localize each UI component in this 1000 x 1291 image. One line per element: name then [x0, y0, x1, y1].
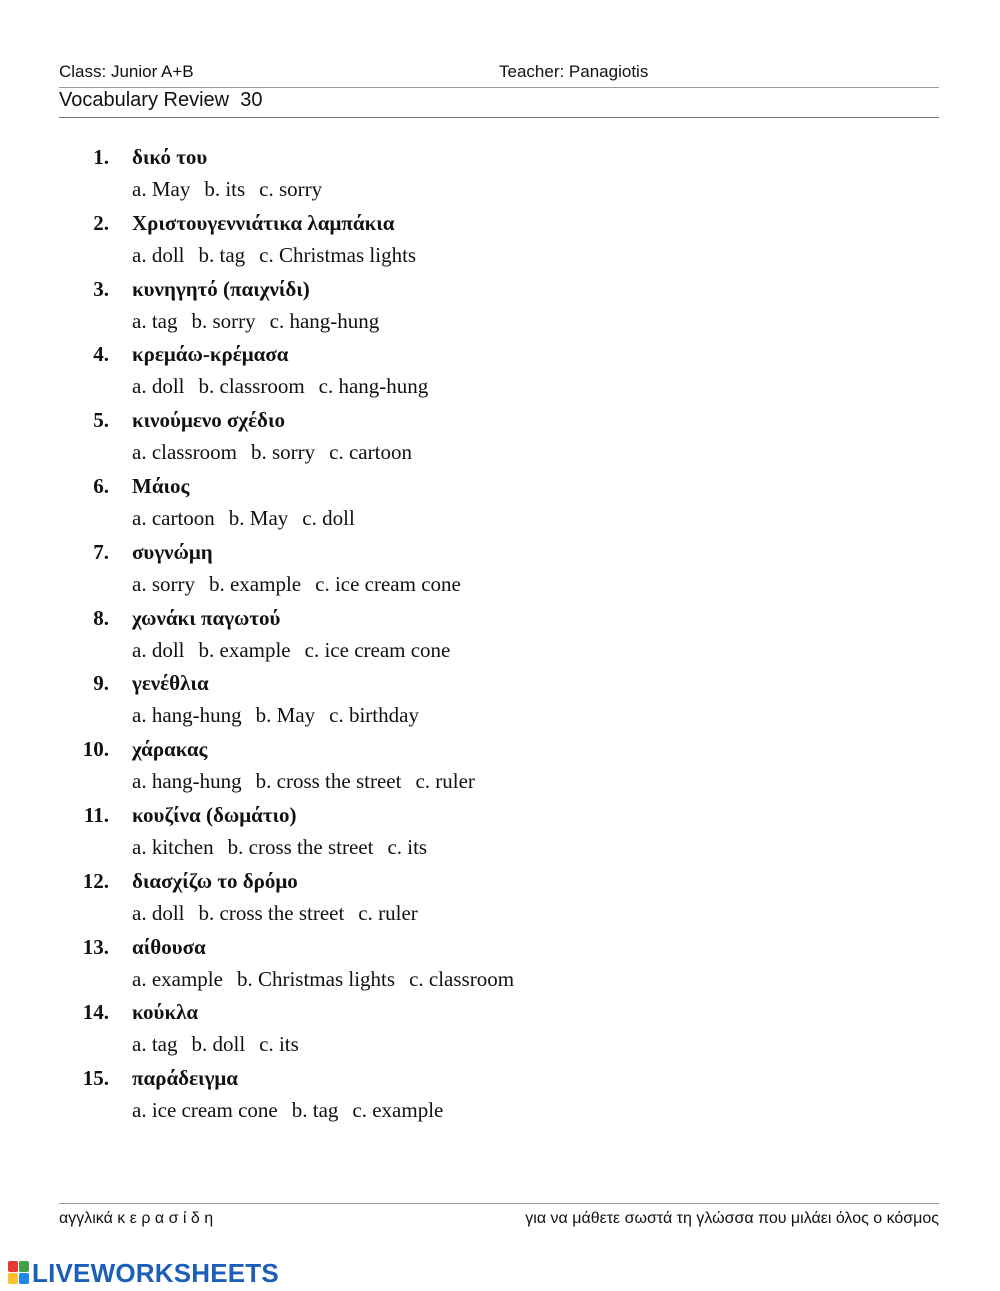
- question-item: [0, 669, 1000, 735]
- header-divider-top: [59, 87, 939, 88]
- answer-options: [132, 767, 475, 795]
- answer-option[interactable]: b. sorry: [250, 440, 316, 464]
- answer-option[interactable]: c. ice cream cone: [315, 572, 461, 596]
- question-number: 4.: [93, 342, 109, 366]
- logo-text: LIVEWORKSHEETS: [32, 1257, 279, 1288]
- logo-mark-square: [19, 1273, 29, 1284]
- answer-option[interactable]: a. doll: [132, 638, 185, 662]
- answer-option[interactable]: a. doll: [132, 243, 185, 267]
- answer-option[interactable]: a. doll: [132, 901, 185, 925]
- question-word: χάρακας: [132, 737, 208, 761]
- question-word: διασχίζω το δρόμο: [132, 869, 298, 893]
- answer-option[interactable]: a. hang-hung: [132, 703, 242, 727]
- logo-mark-square: [8, 1261, 18, 1272]
- answer-options: [132, 372, 428, 400]
- question-item: [0, 340, 1000, 406]
- question-item: [0, 275, 1000, 341]
- question-word: Μάιος: [132, 474, 190, 498]
- question-word: δικό του: [132, 145, 208, 169]
- question-number: 2.: [93, 211, 109, 235]
- question-item: [0, 933, 1000, 999]
- question-word: κυνηγητό (παιχνίδι): [132, 277, 310, 301]
- question-number: 10.: [82, 737, 109, 761]
- footer-left-text: αγγλικά κ ε ρ α σ ί δ η: [59, 1210, 214, 1227]
- question-number: 12.: [82, 869, 109, 893]
- question-word: κούκλα: [132, 1000, 199, 1024]
- question-word: κινούμενο σχέδιο: [132, 408, 285, 432]
- answer-option[interactable]: a. hang-hung: [132, 769, 242, 793]
- question-number: 3.: [93, 277, 109, 301]
- question-word: παράδειγμα: [132, 1066, 239, 1090]
- answer-options: [132, 570, 461, 598]
- question-item: [0, 1064, 1000, 1130]
- question-number: 15.: [82, 1066, 109, 1090]
- question-item: [0, 735, 1000, 801]
- answer-option[interactable]: b. cross the street: [255, 769, 402, 793]
- question-word: Χριστουγεννιάτικα λαμπάκια: [132, 211, 395, 235]
- answer-option[interactable]: a. example: [132, 967, 223, 991]
- question-number: 5.: [93, 408, 109, 432]
- question-number: 1.: [93, 145, 109, 169]
- answer-options: [132, 899, 418, 927]
- answer-options: [132, 438, 412, 466]
- worksheet-header: [59, 62, 939, 86]
- answer-option[interactable]: c. ruler: [415, 769, 475, 793]
- answer-option[interactable]: a. kitchen: [132, 835, 214, 859]
- question-word: αίθουσα: [132, 935, 206, 959]
- answer-option[interactable]: b. doll: [191, 1032, 246, 1056]
- footer-divider: [59, 1203, 939, 1204]
- answer-options: [132, 1030, 299, 1058]
- answer-option[interactable]: b. cross the street: [198, 901, 345, 925]
- question-item: [0, 143, 1000, 209]
- answer-option[interactable]: a. May: [132, 177, 191, 201]
- question-item: [0, 998, 1000, 1064]
- teacher-label: Teacher: Panagiotis: [499, 62, 649, 81]
- question-number: 13.: [82, 935, 109, 959]
- answer-option[interactable]: a. sorry: [132, 572, 195, 596]
- answer-options: [132, 636, 450, 664]
- question-number: 8.: [93, 606, 109, 630]
- answer-option[interactable]: b. sorry: [191, 309, 256, 333]
- answer-option[interactable]: c. its: [387, 835, 428, 859]
- question-item: [0, 604, 1000, 670]
- answer-option[interactable]: b. example: [208, 572, 302, 596]
- answer-option[interactable]: b. Christmas lights: [236, 967, 396, 991]
- answer-option[interactable]: c. hang-hung: [318, 374, 429, 398]
- question-number: 11.: [83, 803, 109, 827]
- header-divider-bottom: [59, 117, 939, 118]
- answer-options: [132, 965, 514, 993]
- answer-option[interactable]: b. cross the street: [227, 835, 374, 859]
- question-number: 6.: [93, 474, 109, 498]
- answer-option[interactable]: b. its: [204, 177, 246, 201]
- answer-option[interactable]: c. Christmas lights: [259, 243, 417, 267]
- answer-option[interactable]: b. May: [228, 506, 289, 530]
- answer-options: [132, 307, 379, 335]
- answer-option[interactable]: a. doll: [132, 374, 185, 398]
- answer-option[interactable]: a. ice cream cone: [132, 1098, 278, 1122]
- question-item: [0, 538, 1000, 604]
- answer-options: [132, 241, 416, 269]
- liveworksheets-logo-icon: [8, 1261, 30, 1285]
- answer-option[interactable]: a. tag: [132, 1032, 178, 1056]
- answer-option[interactable]: b. tag: [198, 243, 246, 267]
- question-word: συγνώμη: [132, 540, 213, 564]
- question-item: [0, 406, 1000, 472]
- question-item: [0, 801, 1000, 867]
- question-word: κουζίνα (δωμάτιο): [132, 803, 297, 827]
- answer-option[interactable]: c. hang-hung: [269, 309, 380, 333]
- answer-option[interactable]: a. classroom: [132, 440, 237, 464]
- question-word: γενέθλια: [132, 671, 209, 695]
- liveworksheets-logo[interactable]: [8, 1259, 279, 1287]
- answer-options: [132, 1096, 443, 1124]
- question-word: κρεμάω-κρέμασα: [132, 342, 289, 366]
- answer-option[interactable]: c. ice cream cone: [304, 638, 451, 662]
- answer-option[interactable]: c. sorry: [259, 177, 323, 201]
- answer-option[interactable]: c. birthday: [329, 703, 419, 727]
- answer-option[interactable]: c. its: [259, 1032, 299, 1056]
- answer-option[interactable]: c. cartoon: [329, 440, 412, 464]
- answer-option[interactable]: a. tag: [132, 309, 178, 333]
- answer-option[interactable]: b. May: [255, 703, 316, 727]
- answer-options: [132, 175, 322, 203]
- question-item: [0, 472, 1000, 538]
- answer-option[interactable]: a. cartoon: [132, 506, 215, 530]
- class-label: Class: Junior A+B: [59, 62, 194, 81]
- question-number: 14.: [82, 1000, 109, 1024]
- answer-option[interactable]: c. example: [352, 1098, 444, 1122]
- answer-options: [132, 504, 355, 532]
- answer-option[interactable]: c. ruler: [358, 901, 418, 925]
- question-number: 7.: [93, 540, 109, 564]
- footer-right-text: για να μάθετε σωστά τη γλώσσα που μιλάει όλος ο κόσμος: [525, 1210, 939, 1227]
- answer-options: [132, 701, 419, 729]
- answer-option[interactable]: b. example: [198, 638, 291, 662]
- question-word: χωνάκι παγωτού: [132, 606, 281, 630]
- answer-options: [132, 833, 427, 861]
- answer-option[interactable]: b. tag: [291, 1098, 339, 1122]
- page-title: Vocabulary Review 30: [59, 89, 263, 111]
- answer-option[interactable]: b. classroom: [198, 374, 305, 398]
- logo-mark-square: [8, 1273, 18, 1284]
- logo-mark-square: [19, 1261, 29, 1272]
- answer-option[interactable]: c. doll: [302, 506, 355, 530]
- question-item: [0, 209, 1000, 275]
- question-number: 9.: [93, 671, 109, 695]
- answer-option[interactable]: c. classroom: [409, 967, 515, 991]
- question-item: [0, 867, 1000, 933]
